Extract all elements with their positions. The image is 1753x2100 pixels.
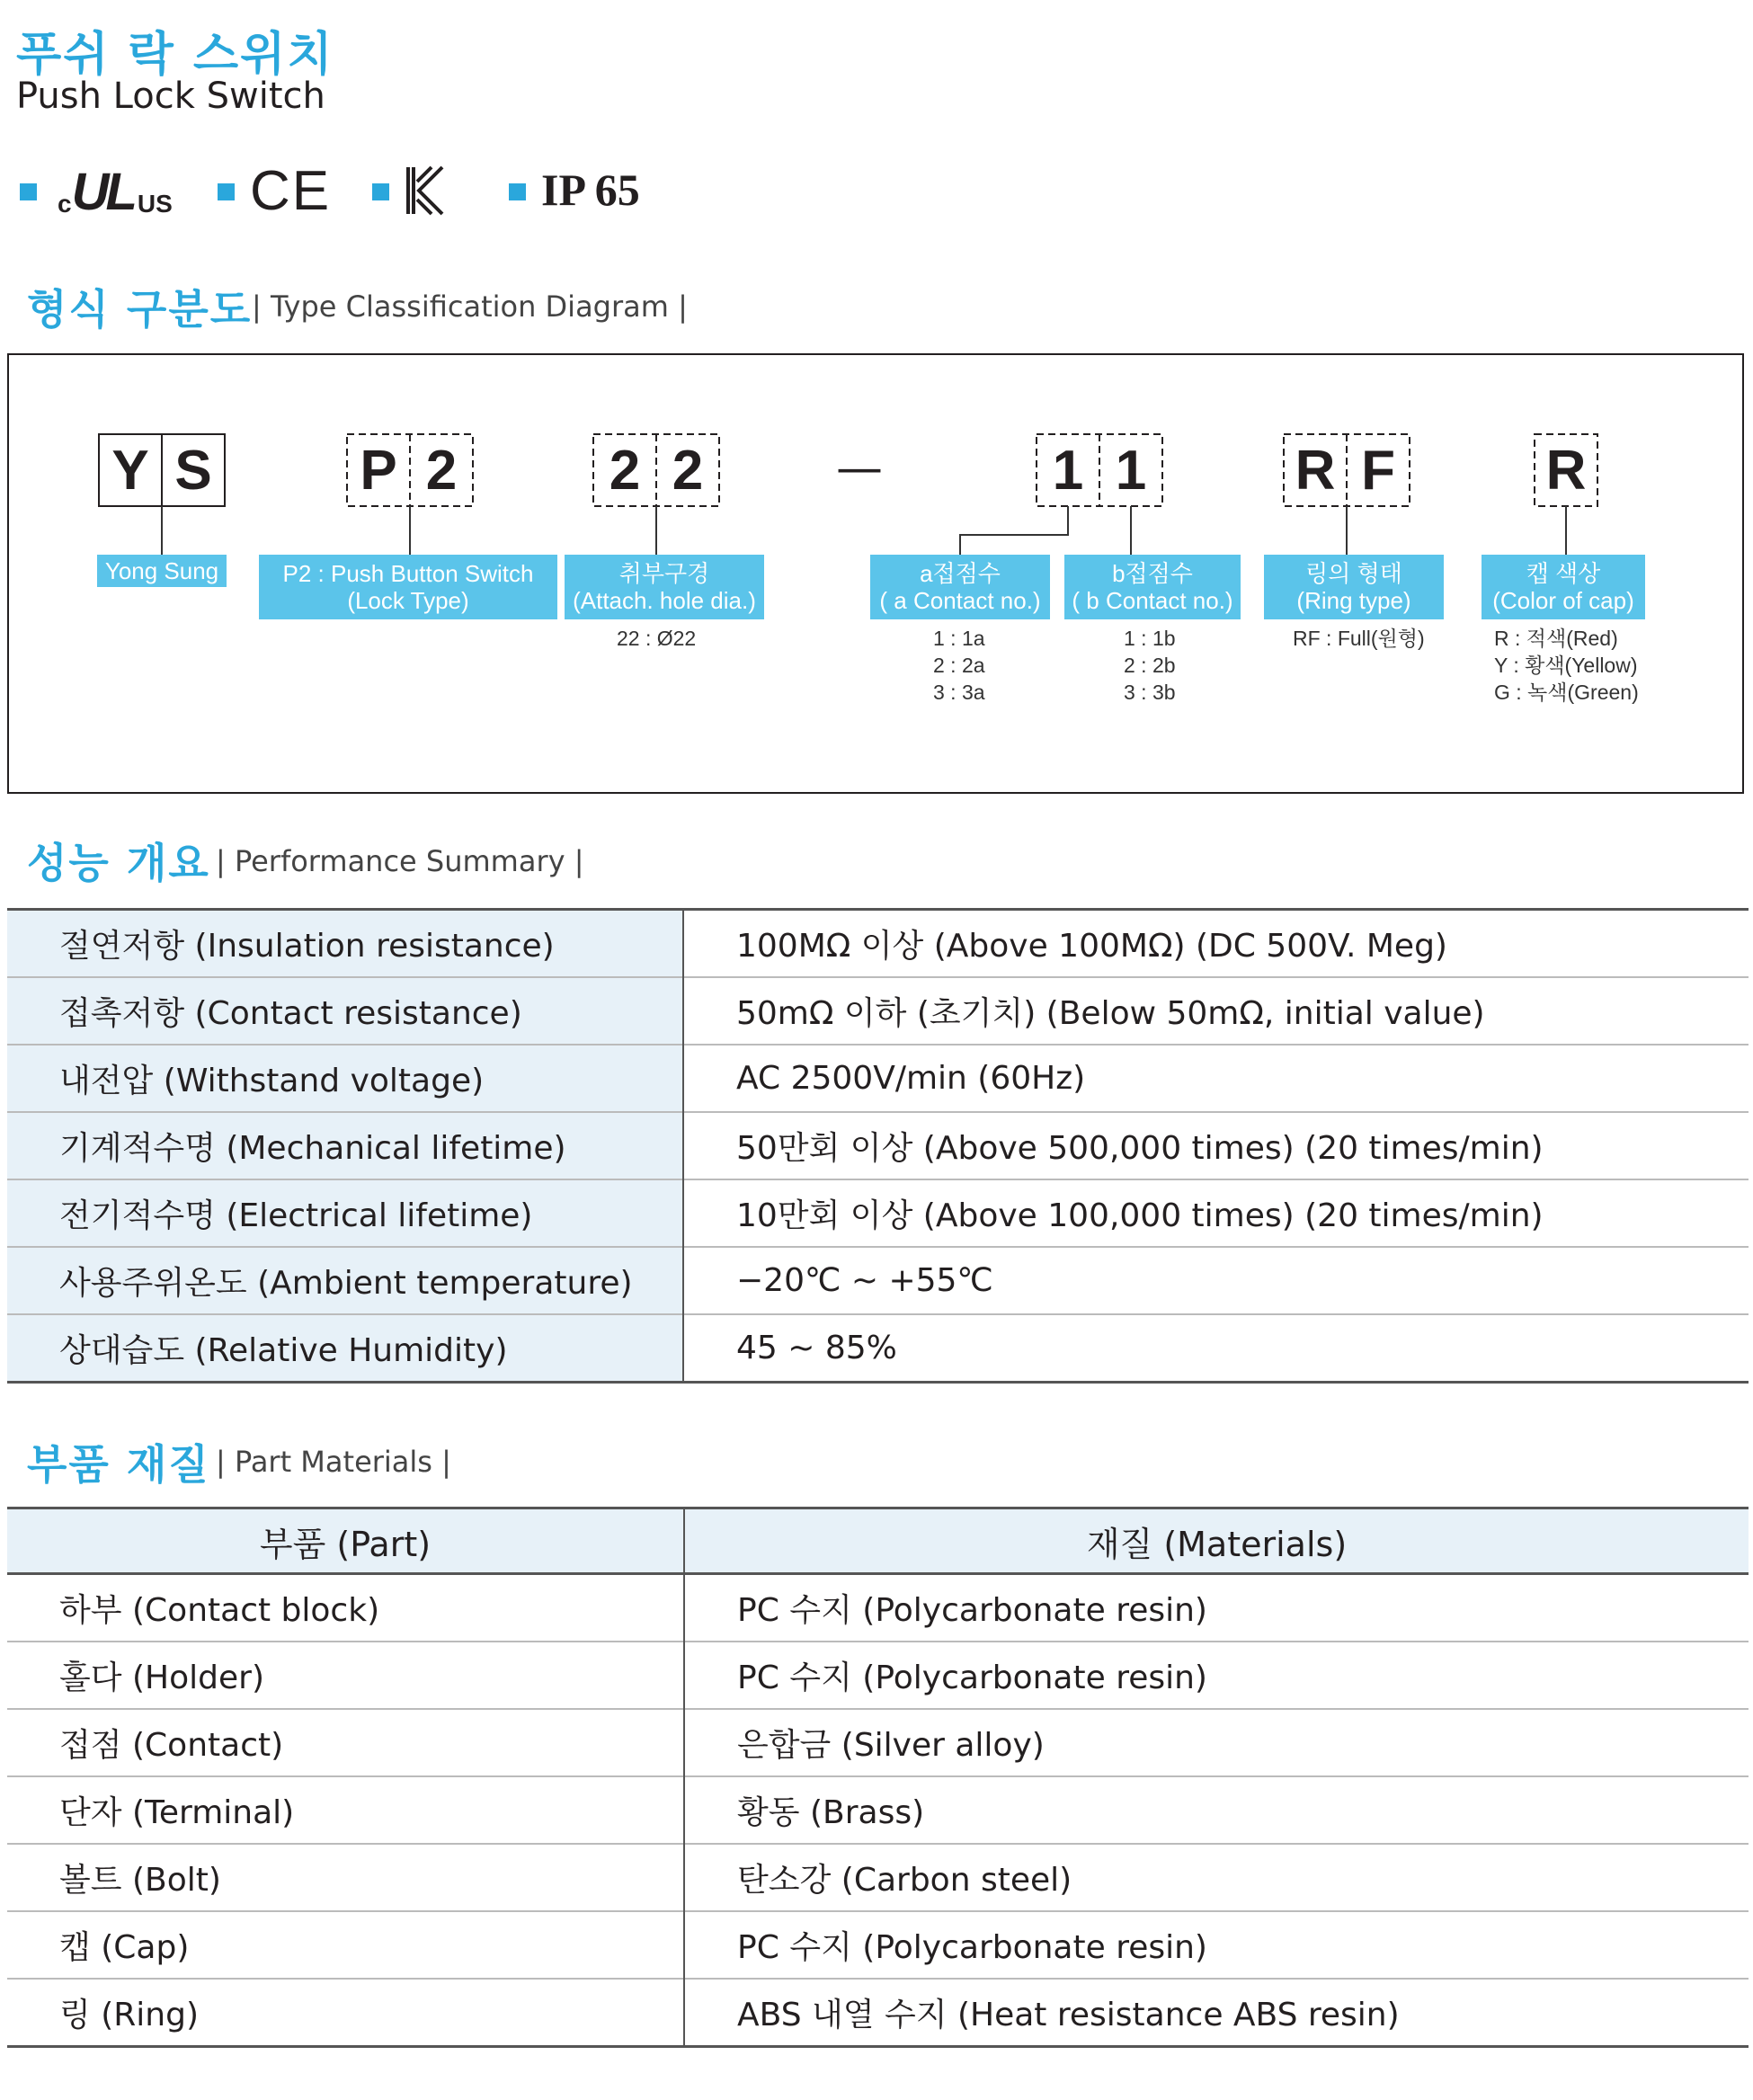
- performance-section-subtitle: | Performance Summary |: [216, 844, 584, 878]
- spec-value: AC 2500V/min (60Hz): [736, 1060, 1086, 1097]
- code-p2: P 2: [360, 439, 458, 502]
- material-cell: 황동 (Brass): [737, 1794, 925, 1831]
- spec-value: 45 ~ 85%: [736, 1330, 897, 1366]
- options-b-contact: 1 : 1b 2 : 2b 3 : 3b: [1124, 627, 1176, 704]
- label-attach-hole: 취부구경 (Attach. hole dia.): [565, 555, 764, 619]
- ip-rating: IP 65: [541, 165, 640, 215]
- options-ring-type: RF : Full(원형): [1293, 627, 1425, 650]
- table-row: [7, 1979, 1749, 2047]
- label-yong-sung: Yong Sung: [97, 555, 227, 587]
- options-a-contact: 1 : 1a 2 : 2a 3 : 3a: [933, 627, 985, 704]
- spec-key: 상대습도 (Relative Humidity): [7, 1314, 683, 1383]
- label-a-contact: a접점수 ( a Contact no.): [870, 555, 1050, 619]
- column-header-material: 재질 (Materials): [684, 1508, 1749, 1574]
- code-22: 2 2: [609, 439, 704, 502]
- type-classification-diagram: [7, 353, 1744, 794]
- material-cell: 은합금 (Silver alloy): [737, 1727, 1045, 1764]
- code-dash: —: [836, 441, 883, 495]
- performance-table: [7, 908, 1749, 1384]
- spec-value: −20℃ ~ +55℃: [736, 1262, 993, 1299]
- table-row: [7, 1574, 1749, 1642]
- label-cap-color: 캡 색상 (Color of cap): [1482, 555, 1645, 619]
- table-header-row: [7, 1508, 1749, 1574]
- table-row: [7, 977, 1749, 1045]
- bullet-square: [372, 183, 389, 200]
- material-cell: ABS 내열 수지 (Heat resistance ABS resin): [737, 1997, 1400, 2033]
- material-cell: PC 수지 (Polycarbonate resin): [737, 1660, 1207, 1696]
- label-ring-type: 링의 형태 (Ring type): [1264, 555, 1444, 619]
- spec-key: 전기적수명 (Electrical lifetime): [7, 1179, 683, 1247]
- table-row: [7, 1314, 1749, 1383]
- part-cell: 접점 (Contact): [7, 1709, 684, 1776]
- material-cell: 탄소강 (Carbon steel): [737, 1862, 1072, 1899]
- code-rf: R F: [1295, 439, 1395, 502]
- table-row: [7, 1911, 1749, 1979]
- table-row: [7, 1045, 1749, 1112]
- spec-key: 접촉저항 (Contact resistance): [7, 977, 683, 1045]
- spec-key: 사용주위온도 (Ambient temperature): [7, 1247, 683, 1314]
- part-cell: 캡 (Cap): [7, 1911, 684, 1979]
- code-r: R: [1545, 439, 1587, 502]
- column-header-part: 부품 (Part): [7, 1508, 684, 1574]
- table-row: [7, 1844, 1749, 1911]
- table-row: [7, 910, 1749, 978]
- part-cell: 볼트 (Bolt): [7, 1844, 684, 1911]
- spec-value: 50mΩ 이하 (초기치) (Below 50mΩ, initial value): [736, 995, 1485, 1032]
- options-attach-hole: 22 : Ø22: [617, 627, 697, 650]
- label-b-contact: b접점수 ( b Contact no.): [1064, 555, 1241, 619]
- type-section-title: 형식 구분도: [27, 285, 253, 334]
- materials-section-subtitle: | Part Materials |: [216, 1445, 451, 1479]
- materials-section-title: 부품 재질: [27, 1440, 210, 1489]
- part-cell: 홀다 (Holder): [7, 1642, 684, 1709]
- table-row: [7, 1112, 1749, 1179]
- table-row: [7, 1179, 1749, 1247]
- part-cell: 단자 (Terminal): [7, 1776, 684, 1844]
- spec-key: 절연저항 (Insulation resistance): [7, 910, 683, 978]
- spec-value: 100MΩ 이상 (Above 100MΩ) (DC 500V. Meg): [736, 928, 1447, 965]
- material-cell: PC 수지 (Polycarbonate resin): [737, 1929, 1207, 1966]
- spec-key: 내전압 (Withstand voltage): [7, 1045, 683, 1112]
- page-title-ko: 푸쉬 락 스위치: [16, 28, 334, 82]
- performance-section-title: 성능 개요: [27, 839, 210, 887]
- part-cell: 링 (Ring): [7, 1979, 684, 2047]
- spec-key: 기계적수명 (Mechanical lifetime): [7, 1112, 683, 1179]
- materials-table: [7, 1507, 1749, 2048]
- certification-row: [20, 162, 667, 225]
- bullet-square: [509, 183, 526, 200]
- page-title-en: Push Lock Switch: [16, 76, 325, 117]
- table-row: [7, 1247, 1749, 1314]
- ce-logo: CE: [250, 160, 332, 222]
- table-row: [7, 1642, 1749, 1709]
- label-push-button-switch: P2 : Push Button Switch (Lock Type): [259, 555, 557, 619]
- kc-logo: [405, 164, 446, 218]
- code-ys: Y S: [111, 439, 212, 502]
- table-row: [7, 1709, 1749, 1776]
- ul-logo: c UL US: [58, 163, 173, 221]
- table-row: [7, 1776, 1749, 1844]
- part-cell: 하부 (Contact block): [7, 1574, 684, 1642]
- options-cap-color: R : 적색(Red) Y : 황색(Yellow) G : 녹색(Green): [1494, 627, 1639, 704]
- code-11: 1 1: [1052, 439, 1147, 502]
- bullet-square: [20, 183, 37, 200]
- material-cell: PC 수지 (Polycarbonate resin): [737, 1592, 1207, 1629]
- bullet-square: [218, 183, 235, 200]
- spec-value: 10만회 이상 (Above 100,000 times) (20 times/min): [736, 1197, 1544, 1234]
- spec-value: 50만회 이상 (Above 500,000 times) (20 times/min): [736, 1130, 1544, 1167]
- type-section-subtitle: | Type Classification Diagram |: [252, 289, 688, 324]
